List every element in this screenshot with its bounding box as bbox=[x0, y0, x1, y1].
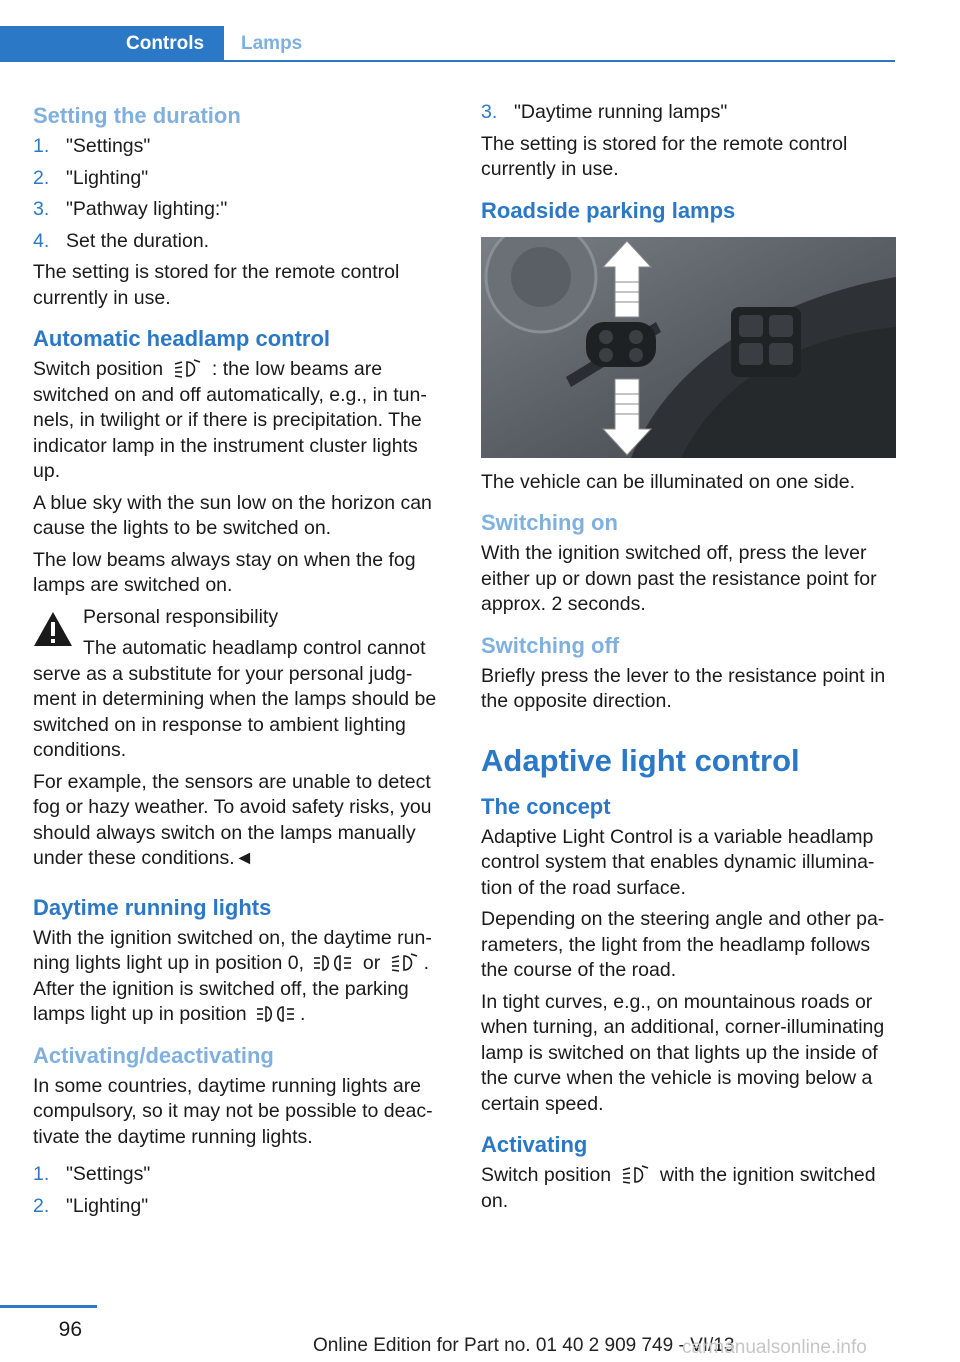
list-item: 2. "Lighting" bbox=[33, 1194, 149, 1217]
steering-lever-photo bbox=[481, 237, 896, 458]
list-item: 1. "Settings" bbox=[33, 135, 151, 157]
watermark: carmanualsonline.info bbox=[682, 1337, 867, 1358]
heading-activating-deactivating: Activating/deactivating bbox=[33, 1042, 274, 1068]
auto-headlamp-icon bbox=[390, 953, 420, 973]
concept-paragraph-3: In tight curves, e.g., on mountainous roads or when turning, an additional, corner-illuminating lamp is switched on that lights up the inside of the curve when the vehicle is moving below a certain speed. bbox=[481, 990, 885, 1115]
heading-daytime-running-lights: Daytime running lights bbox=[33, 894, 272, 920]
heading-roadside-parking-lamps: Roadside parking lamps bbox=[481, 197, 736, 223]
auto-headlamp-icon bbox=[173, 359, 203, 379]
heading-setting-duration: Setting the duration bbox=[33, 103, 241, 128]
concept-paragraph-1: Adaptive Light Control is a variable headlamp control system that enables dynamic illumina-tion of the road surface. bbox=[481, 825, 875, 899]
roadside-paragraph: The vehicle can be illuminated on one side. bbox=[481, 470, 855, 493]
edition-text: Online Edition for Part no. 01 40 2 909 749 - VI/13 bbox=[313, 1335, 735, 1356]
list-item: 3. "Pathway lighting:" bbox=[33, 198, 228, 220]
heading-activating: Activating bbox=[481, 1132, 588, 1157]
activating-steps bbox=[33, 1162, 448, 1219]
activating-paragraph: In some countries, daytime running lights are compulsory, so it may not be possible to deac-tivate the daytime running lights. bbox=[33, 1074, 433, 1148]
adaptive-headlamp-icon bbox=[621, 1165, 651, 1185]
warning-block bbox=[33, 605, 448, 764]
footer-rule bbox=[0, 1305, 97, 1308]
list-item: 3. "Daytime running lamps" bbox=[481, 101, 728, 123]
switching-off-paragraph: Briefly press the lever to the resistance point in the opposite direction. bbox=[481, 664, 886, 712]
auto-paragraph-2: A blue sky with the sun low on the horizon can cause the lights to be switched on. bbox=[33, 491, 432, 539]
list-item: 1. "Settings" bbox=[33, 1163, 151, 1185]
switching-on-paragraph: With the ignition switched off, press the lever either up or down past the resistance point for approx. 2 seconds. bbox=[481, 542, 877, 615]
activating-steps-continued bbox=[481, 100, 896, 126]
heading-adaptive-light-control: Adaptive light control bbox=[481, 742, 800, 778]
auto-paragraph-1: Switch position : the low beams are switched on and off automatically, e.g., in tun-nels, in twilight or if there is precipitation. The indicator lamp in the instrument cluster lights up. bbox=[33, 358, 427, 482]
page-number: 96 bbox=[58, 1318, 82, 1341]
heading-automatic-headlamp: Automatic headlamp control bbox=[33, 326, 331, 351]
concept-paragraph-2: Depending on the steering angle and other pa-rameters, the light from the headlamp follows the course of the road. bbox=[481, 908, 885, 981]
activating-paragraph-2: Switch position with the ignition switched on. bbox=[481, 1164, 876, 1212]
tab-lamps[interactable]: Lamps bbox=[241, 33, 303, 54]
list-item: 4. Set the duration. bbox=[33, 229, 210, 252]
stored-text: The setting is stored for the remote control currently in use. bbox=[481, 132, 848, 180]
warning-triangle-icon bbox=[33, 611, 73, 647]
heading-switching-off: Switching off bbox=[481, 632, 620, 658]
steering-lever-illustration bbox=[481, 237, 896, 458]
parking-lamp-icon bbox=[256, 1004, 296, 1024]
right-column bbox=[481, 100, 896, 1220]
parking-lamp-icon bbox=[313, 953, 353, 973]
heading-the-concept: The concept bbox=[481, 793, 611, 819]
auto-paragraph-3: The low beams always stay on when the fog lamps are switched on. bbox=[33, 548, 416, 596]
warning-paragraph-2: For example, the sensors are unable to detect fog or hazy weather. To avoid safety risks, you should always switch on the lamps manually under these conditions.◄ bbox=[33, 770, 432, 869]
duration-steps bbox=[33, 134, 448, 254]
tab-controls[interactable]: Controls bbox=[0, 26, 224, 62]
left-column bbox=[33, 100, 448, 1225]
heading-switching-on: Switching on bbox=[481, 510, 618, 535]
duration-stored-text: The setting is stored for the remote control currently in use. bbox=[33, 261, 400, 309]
chapter-tabbar bbox=[0, 26, 895, 62]
warning-title: Personal responsibility bbox=[83, 605, 279, 628]
warning-body: The automatic headlamp control cannot serve as a substitute for your personal judg-ment in determining when the lamps should be switched on in response to ambient lighting conditions. bbox=[33, 637, 437, 761]
daytime-paragraph: With the ignition switched on, the daytime run-ning lights light up in position 0, or . After the ignition is switched off, the parking lamps light up in position . bbox=[33, 926, 432, 1025]
list-item: 2. "Lighting" bbox=[33, 166, 149, 189]
